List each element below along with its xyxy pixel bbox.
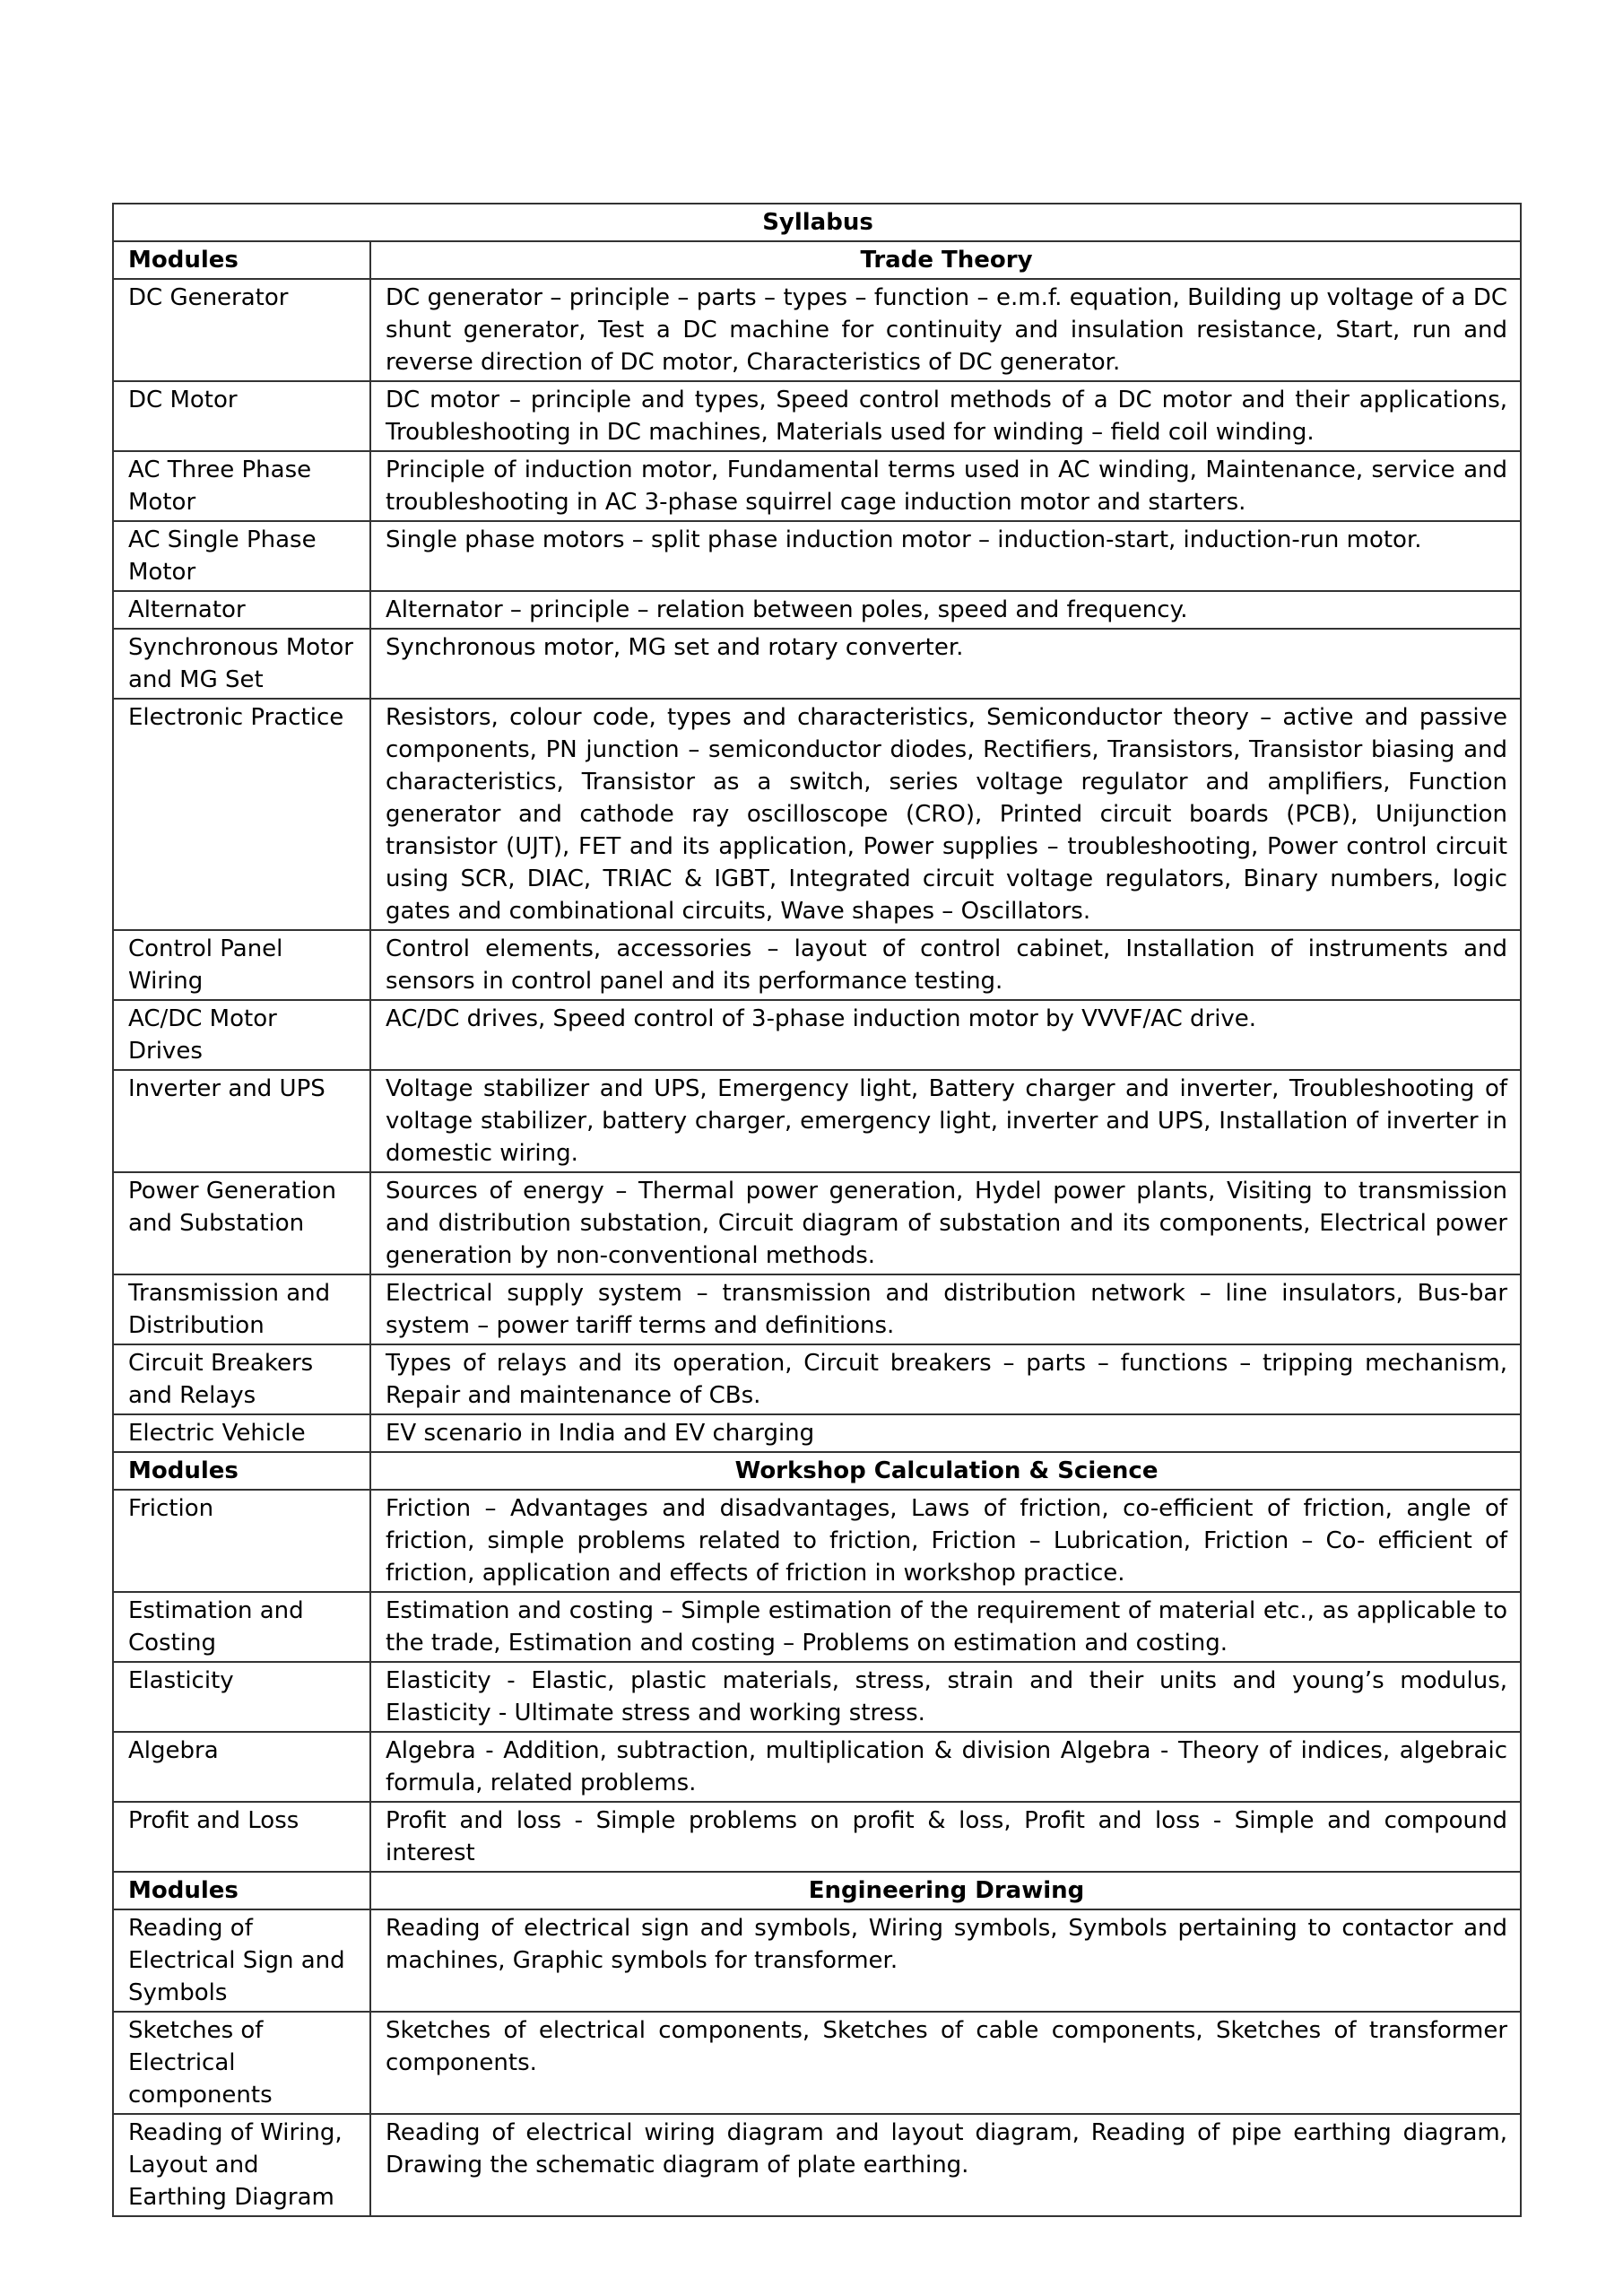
module-name-cell: Reading of Wiring, Layout and Earthing Diagram bbox=[113, 2114, 370, 2216]
module-name-cell: DC Motor bbox=[113, 381, 370, 451]
module-name-cell: Elasticity bbox=[113, 1662, 370, 1732]
module-name-cell: AC Three Phase Motor bbox=[113, 451, 370, 521]
module-name-cell: Control Panel Wiring bbox=[113, 930, 370, 1000]
module-name-cell: AC/DC Motor Drives bbox=[113, 1000, 370, 1070]
table-row bbox=[113, 1344, 1521, 1414]
table-row bbox=[113, 699, 1521, 930]
module-name-cell: Electronic Practice bbox=[113, 699, 370, 930]
module-content-cell: Electrical supply system – transmission and distribution network – line insulators, Bus-bar system – power tariff terms and definitions. bbox=[370, 1274, 1521, 1344]
module-name-cell: Algebra bbox=[113, 1732, 370, 1802]
module-content-cell: Resistors, colour code, types and characteristics, Semiconductor theory – active and passive components, PN junction – semiconductor diodes, Rectifiers, Transistors, Transistor biasing and characteristics, Transistor as a switch, series voltage regulator and amplifiers, Function generator and cathode ray oscilloscope (CRO), Printed circuit boards (PCB), Unijunction transistor (UJT), FET and its application, Power supplies – troubleshooting, Power control circuit using SCR, DIAC, TRIAC & IGBT, Integrated circuit voltage regulators, Binary numbers, logic gates and combinational circuits, Wave shapes – Oscillators. bbox=[370, 699, 1521, 930]
module-name-cell: Estimation and Costing bbox=[113, 1592, 370, 1662]
table-row bbox=[113, 2012, 1521, 2114]
module-content-cell: Estimation and costing – Simple estimation of the requirement of material etc., as applicable to the trade, Estimation and costing – Problems on estimation and costing. bbox=[370, 1592, 1521, 1662]
module-name-cell: Reading of Electrical Sign and Symbols bbox=[113, 1909, 370, 2012]
section-heading: Trade Theory bbox=[370, 241, 1521, 279]
module-content-cell: Reading of electrical wiring diagram and layout diagram, Reading of pipe earthing diagram, Drawing the schematic diagram of plate earthing. bbox=[370, 2114, 1521, 2216]
table-row bbox=[113, 521, 1521, 591]
module-content-cell: Principle of induction motor, Fundamental terms used in AC winding, Maintenance, service and troubleshooting in AC 3-phase squirrel cage induction motor and starters. bbox=[370, 451, 1521, 521]
modules-column-header: Modules bbox=[113, 1452, 370, 1490]
module-content-cell: Elasticity - Elastic, plastic materials, stress, strain and their units and young’s modulus, Elasticity - Ultimate stress and working stress. bbox=[370, 1662, 1521, 1732]
section-header-row-trade-theory bbox=[113, 241, 1521, 279]
syllabus-table bbox=[112, 203, 1522, 2217]
table-row bbox=[113, 451, 1521, 521]
section-header-row-workshop-calculation-science bbox=[113, 1452, 1521, 1490]
table-row bbox=[113, 1592, 1521, 1662]
section-heading: Workshop Calculation & Science bbox=[370, 1452, 1521, 1490]
table-row bbox=[113, 381, 1521, 451]
section-heading: Engineering Drawing bbox=[370, 1872, 1521, 1909]
module-content-cell: Alternator – principle – relation between poles, speed and frequency. bbox=[370, 591, 1521, 629]
module-name-cell: AC Single Phase Motor bbox=[113, 521, 370, 591]
table-row bbox=[113, 2114, 1521, 2216]
module-name-cell: Circuit Breakers and Relays bbox=[113, 1344, 370, 1414]
modules-column-header: Modules bbox=[113, 1872, 370, 1909]
table-row bbox=[113, 1802, 1521, 1872]
module-content-cell: DC generator – principle – parts – types – function – e.m.f. equation, Building up voltage of a DC shunt generator, Test a DC machine for continuity and insulation resistance, Start, run and reverse direction of DC motor, Characteristics of DC generator. bbox=[370, 279, 1521, 381]
module-content-cell: Control elements, accessories – layout of control cabinet, Installation of instruments and sensors in control panel and its performance testing. bbox=[370, 930, 1521, 1000]
module-content-cell: Single phase motors – split phase induction motor – induction-start, induction-run motor. bbox=[370, 521, 1521, 591]
table-row bbox=[113, 1909, 1521, 2012]
module-name-cell: Inverter and UPS bbox=[113, 1070, 370, 1172]
table-row bbox=[113, 1662, 1521, 1732]
module-content-cell: Synchronous motor, MG set and rotary converter. bbox=[370, 629, 1521, 699]
module-name-cell: Profit and Loss bbox=[113, 1802, 370, 1872]
table-row bbox=[113, 1274, 1521, 1344]
syllabus-title: Syllabus bbox=[113, 204, 1521, 241]
modules-column-header: Modules bbox=[113, 241, 370, 279]
module-content-cell: EV scenario in India and EV charging bbox=[370, 1414, 1521, 1452]
table-row bbox=[113, 1414, 1521, 1452]
module-name-cell: Power Generation and Substation bbox=[113, 1172, 370, 1274]
module-content-cell: Reading of electrical sign and symbols, Wiring symbols, Symbols pertaining to contactor and machines, Graphic symbols for transformer. bbox=[370, 1909, 1521, 2012]
table-row bbox=[113, 1490, 1521, 1592]
module-name-cell: Electric Vehicle bbox=[113, 1414, 370, 1452]
table-row bbox=[113, 279, 1521, 381]
module-content-cell: DC motor – principle and types, Speed control methods of a DC motor and their applications, Troubleshooting in DC machines, Materials used for winding – field coil winding. bbox=[370, 381, 1521, 451]
syllabus-sheet bbox=[112, 203, 1520, 2217]
module-content-cell: Algebra - Addition, subtraction, multiplication & division Algebra - Theory of indices, algebraic formula, related problems. bbox=[370, 1732, 1521, 1802]
module-content-cell: AC/DC drives, Speed control of 3-phase induction motor by VVVF/AC drive. bbox=[370, 1000, 1521, 1070]
module-name-cell: Alternator bbox=[113, 591, 370, 629]
module-name-cell: Sketches of Electrical components bbox=[113, 2012, 370, 2114]
module-content-cell: Sources of energy – Thermal power generation, Hydel power plants, Visiting to transmission and distribution substation, Circuit diagram of substation and its components, Electrical power generation by non-conventional methods. bbox=[370, 1172, 1521, 1274]
module-name-cell: Transmission and Distribution bbox=[113, 1274, 370, 1344]
module-name-cell: DC Generator bbox=[113, 279, 370, 381]
module-content-cell: Friction – Advantages and disadvantages, Laws of friction, co-efficient of friction, angle of friction, simple problems related to friction, Friction – Lubrication, Friction – Co- efficient of friction, application and effects of friction in workshop practice. bbox=[370, 1490, 1521, 1592]
module-name-cell: Friction bbox=[113, 1490, 370, 1592]
module-content-cell: Types of relays and its operation, Circuit breakers – parts – functions – tripping mechanism, Repair and maintenance of CBs. bbox=[370, 1344, 1521, 1414]
section-header-row-engineering-drawing bbox=[113, 1872, 1521, 1909]
module-name-cell: Synchronous Motor and MG Set bbox=[113, 629, 370, 699]
table-row bbox=[113, 591, 1521, 629]
module-content-cell: Sketches of electrical components, Sketches of cable components, Sketches of transformer components. bbox=[370, 2012, 1521, 2114]
syllabus-table-body bbox=[113, 204, 1521, 2216]
table-row bbox=[113, 1732, 1521, 1802]
table-row bbox=[113, 629, 1521, 699]
module-content-cell: Voltage stabilizer and UPS, Emergency light, Battery charger and inverter, Troubleshooting of voltage stabilizer, battery charger, emergency light, inverter and UPS, Installation of inverter in domestic wiring. bbox=[370, 1070, 1521, 1172]
table-row bbox=[113, 930, 1521, 1000]
title-row bbox=[113, 204, 1521, 241]
table-row bbox=[113, 1172, 1521, 1274]
table-row bbox=[113, 1070, 1521, 1172]
module-content-cell: Profit and loss - Simple problems on profit & loss, Profit and loss - Simple and compound interest bbox=[370, 1802, 1521, 1872]
table-row bbox=[113, 1000, 1521, 1070]
